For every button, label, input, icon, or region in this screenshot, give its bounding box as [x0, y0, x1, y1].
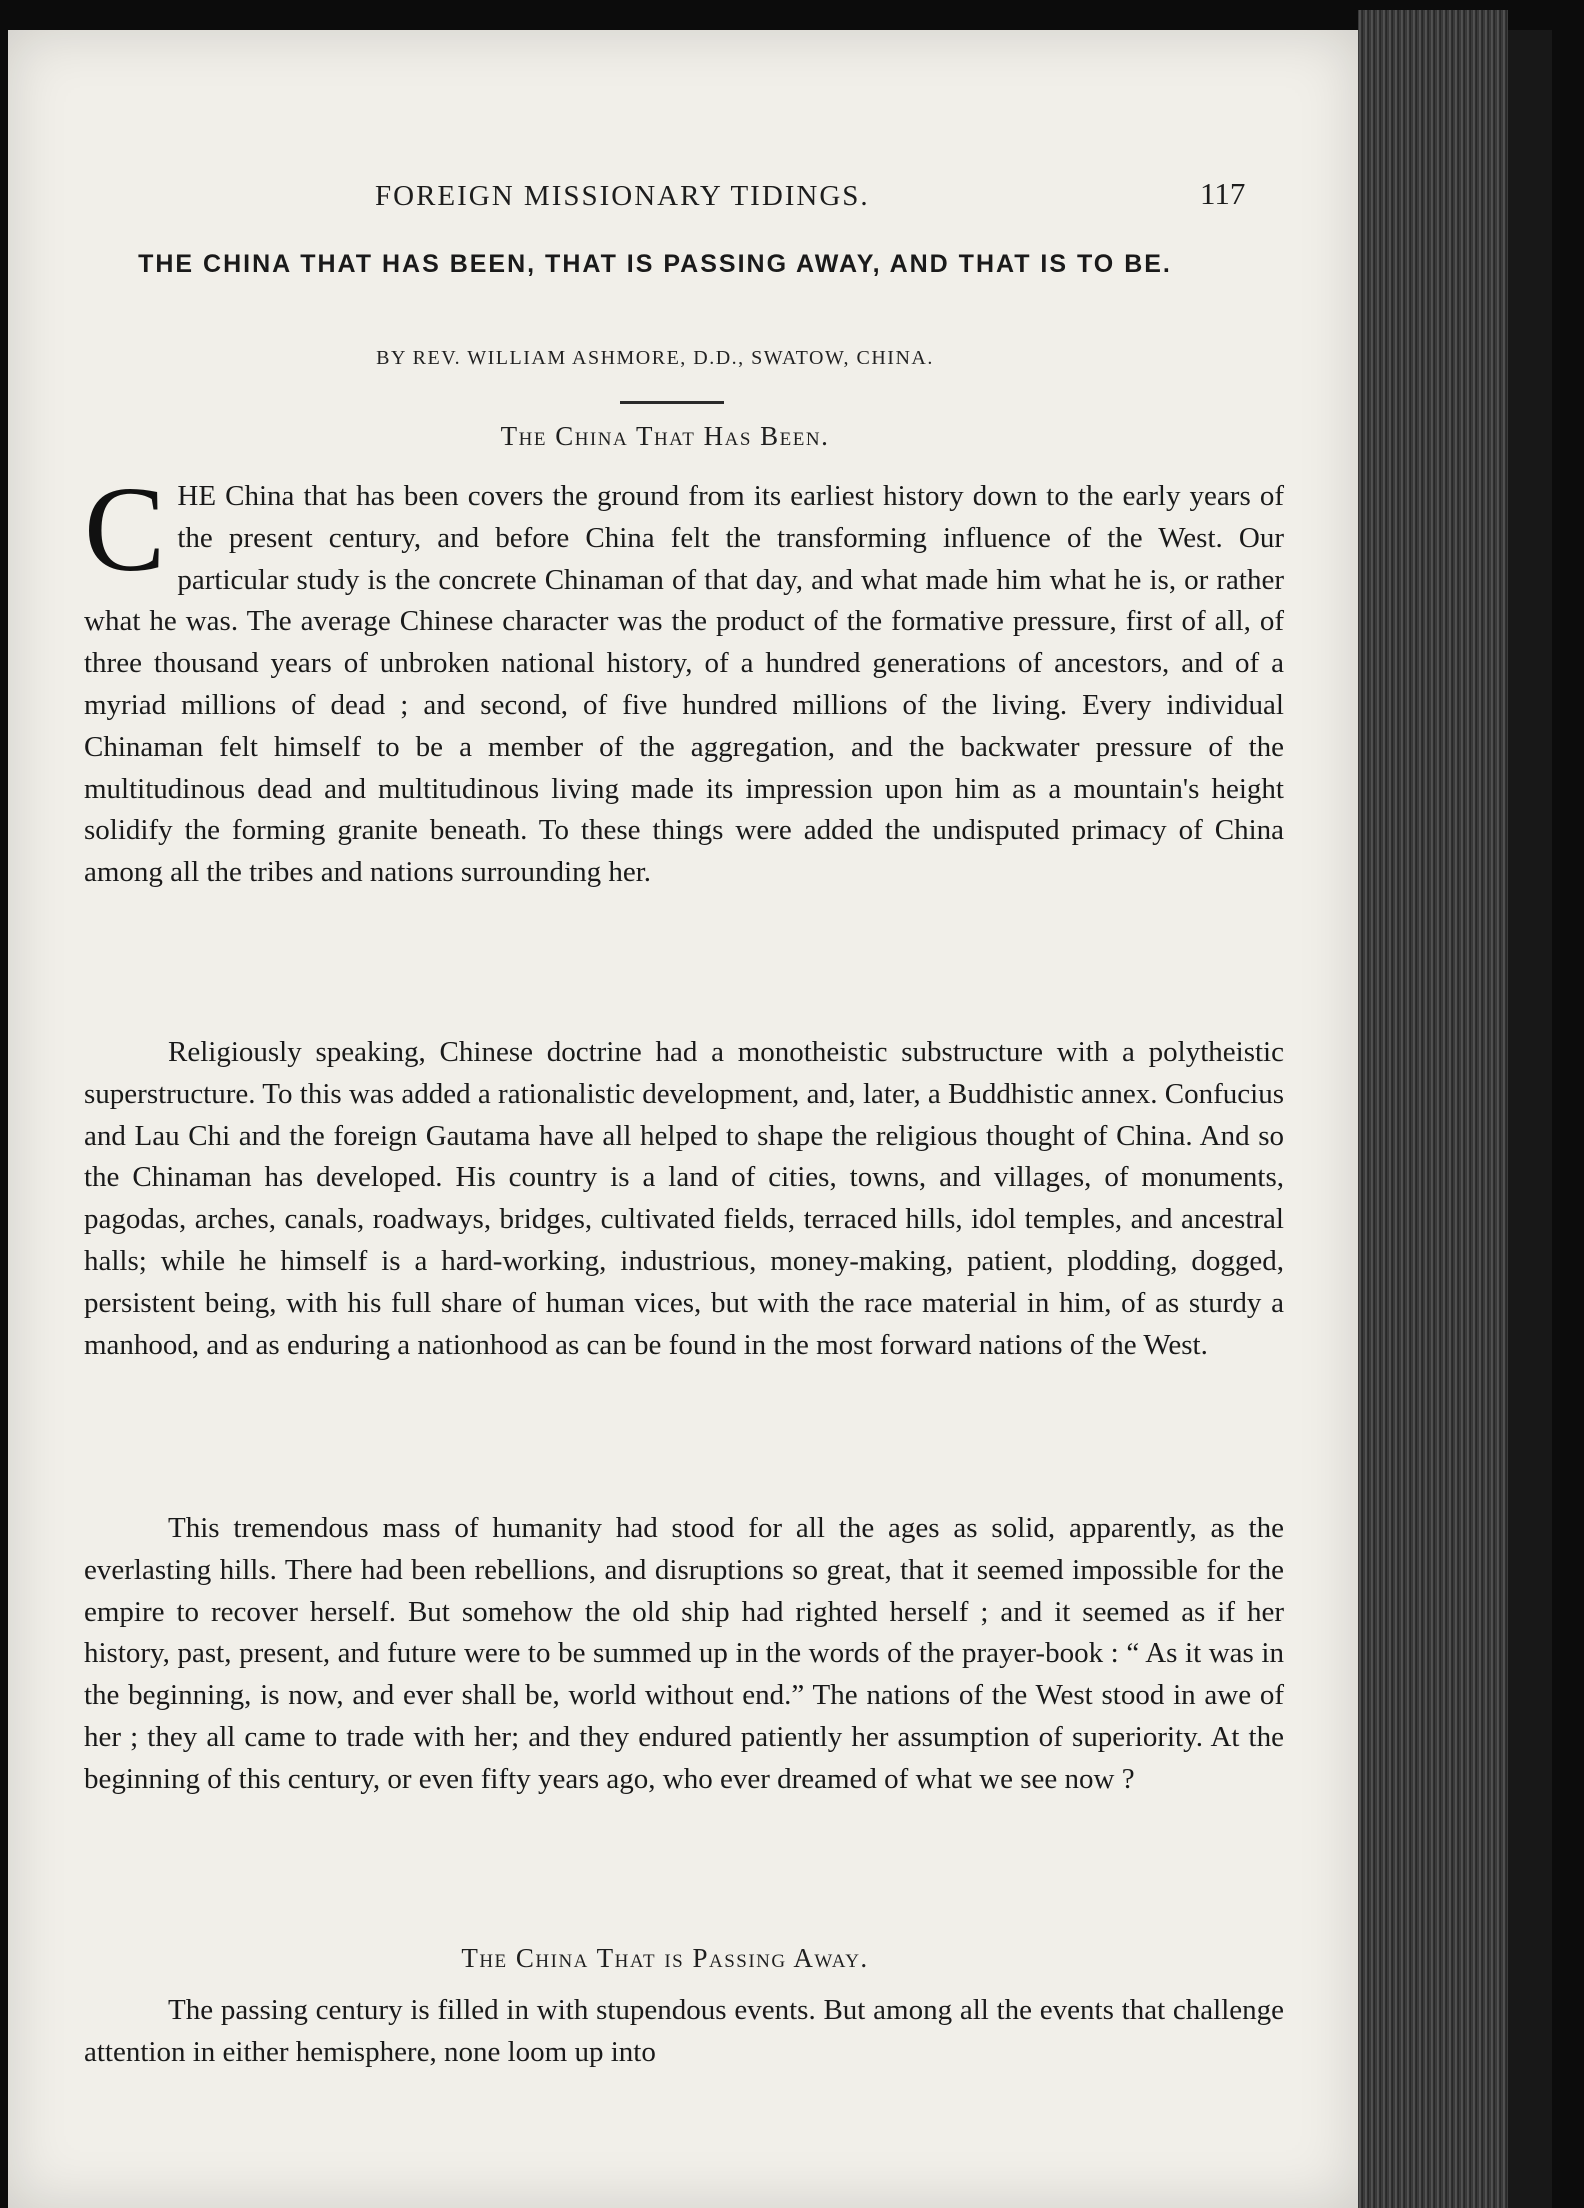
article-title: THE CHINA THAT HAS BEEN, THAT IS PASSING AWAY, AND THAT IS TO BE.	[138, 250, 1172, 278]
title-rule	[620, 401, 724, 404]
paragraph: The passing century is filled in with stupendous events. But among all the events that challenge attention in either hemisphere, none loom up into	[84, 1994, 1284, 2068]
book-cover-edge	[1508, 30, 1552, 2208]
running-head: FOREIGN MISSIONARY TIDINGS.	[375, 180, 870, 212]
page-number: 117	[1200, 176, 1246, 211]
book-page-edges	[1358, 10, 1508, 2208]
byline: BY REV. WILLIAM ASHMORE, D.D., SWATOW, CHINA.	[376, 347, 934, 369]
paragraph: Religiously speaking, Chinese doctrine had a monotheistic substructure with a polytheistic superstructure. To this was added a rationalistic development, and, later, a Buddhistic annex. Confucius and Lau Chi and the foreign Gautama have all helped to shape the religious thought of China. And so the Chinaman has developed. His country is a land of cities, towns, and villages, of monuments, pagodas, arches, canals, roadways, bridges, cultivated fields, terraced hills, idol temples, and ancestral halls; while he himself is a hard-working, industrious, money-making, patient, plodding, dogged, persistent being, with his full share of human vices, but with the race material in him, of as sturdy a manhood, and as enduring a nationhood as can be found in the most forward nations of the West.	[84, 1036, 1284, 1361]
paragraph	[84, 462, 1284, 894]
paragraph: This tremendous mass of humanity had stood for all the ages as solid, apparently, as the everlasting hills. There had been rebellions, and disruptions so great, that it seemed impossible for the empire to recover herself. But somehow the old ship had righted herself ; and it seemed as if her history, past, present, and future were to be summed up in the words of the prayer-book : “ As it was in the beginning, is now, and ever shall be, world without end.” The nations of the West stood in awe of her ; they all came to trade with her; and they endured patiently her assumption of superiority. At the beginning of this century, or even fifty years ago, who ever dreamed of what we see now ?	[84, 1512, 1284, 1795]
paragraph-text: HE China that has been covers the ground from its earliest history down to the early years of the present century, and before China felt the transforming influence of the West. Our particular study is the concrete Chinaman of that day, and what made him what he is, or rather what he was. The average Chinese character was the product of the formative pressure, first of all, of three thousand years of unbroken national history, of a hundred generations of ancestors, and of a myriad millions of dead ; and second, of five hundred millions of the living. Every individual Chinaman felt himself to be a member of the aggregation, and the backwater pressure of the multitudinous dead and multitudinous living made its impression upon him as a mountain's height solidify the forming granite beneath. To these things were added the undisputed primacy of China among all the tribes and nations surrounding her.	[84, 480, 1284, 889]
section-heading: The China That is Passing Away.	[461, 1943, 869, 1973]
drop-cap: C	[84, 462, 166, 597]
section-heading: The China That Has Been.	[500, 421, 830, 451]
